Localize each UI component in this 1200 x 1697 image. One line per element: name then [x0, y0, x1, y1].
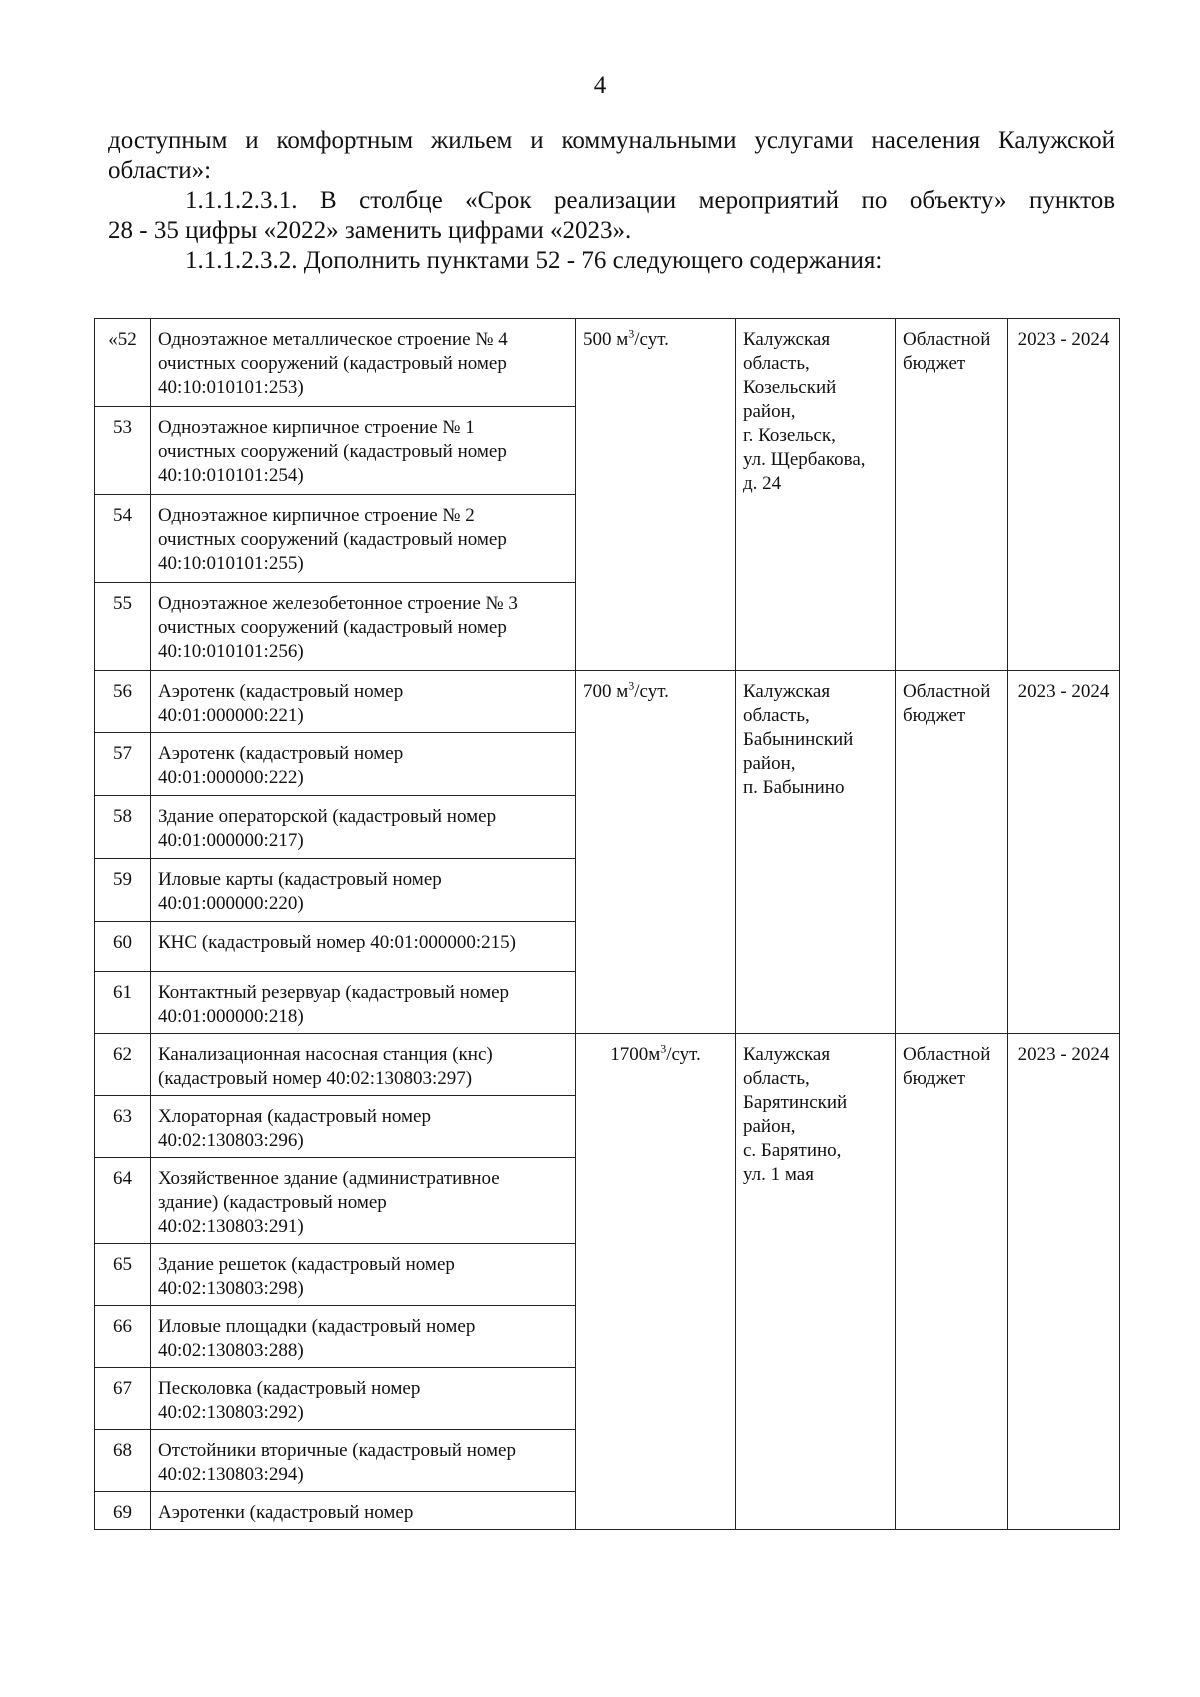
- page-number: 4: [593, 72, 607, 99]
- row-number: 66: [95, 1306, 151, 1368]
- object-name: [151, 1034, 576, 1096]
- object-name-line: 40:02:130803:298): [158, 1278, 304, 1299]
- location-line: ул. Щербакова,: [743, 449, 866, 470]
- object-name-line: (кадастровый номер 40:02:130803:297): [158, 1068, 473, 1089]
- object-name-line: очистных сооружений (кадастровый номер: [158, 441, 507, 462]
- object-name-line: 40:01:000000:218): [158, 1006, 304, 1027]
- object-name-line: 40:02:130803:292): [158, 1402, 304, 1423]
- location-line: Калужская: [743, 1044, 831, 1065]
- location-line: область,: [743, 1068, 810, 1089]
- object-name-line: 40:02:130803:288): [158, 1340, 304, 1361]
- object-name: [151, 859, 576, 922]
- object-name: [151, 1096, 576, 1158]
- row-number: «52: [95, 319, 151, 407]
- object-name-line: Иловые карты (кадастровый номер: [158, 869, 442, 890]
- object-name-line: Хозяйственное здание (административное: [158, 1168, 500, 1189]
- object-name-line: 40:02:130803:291): [158, 1216, 304, 1237]
- table-row: [95, 671, 1120, 733]
- row-number: 58: [95, 796, 151, 859]
- row-number: 61: [95, 972, 151, 1034]
- capacity-superscript: 3: [628, 678, 635, 693]
- object-name-line: Одноэтажное железобетонное строение № 3: [158, 593, 518, 614]
- funding-source-line: Областной: [903, 1044, 991, 1065]
- location-cell: [736, 319, 896, 671]
- funding-source-line: Областной: [903, 681, 991, 702]
- object-name: [151, 319, 576, 407]
- objects-table: [94, 318, 1120, 1530]
- object-name-line: здание) (кадастровый номер: [158, 1192, 387, 1213]
- object-name-line: Одноэтажное кирпичное строение № 2: [158, 505, 475, 526]
- table-row: [95, 319, 1120, 407]
- location-line: область,: [743, 705, 810, 726]
- object-name-line: 40:10:010101:253): [158, 377, 304, 398]
- implementation-period-cell: 2023 - 2024: [1008, 1034, 1120, 1530]
- row-number: 55: [95, 583, 151, 671]
- location-line: Калужская: [743, 681, 831, 702]
- row-number: 57: [95, 733, 151, 796]
- row-number: 59: [95, 859, 151, 922]
- object-name: [151, 733, 576, 796]
- object-name-line: 40:10:010101:256): [158, 641, 304, 662]
- paragraph-3: 1.1.1.2.3.2. Дополнить пунктами 52 - 76 следующего содержания:: [185, 247, 883, 274]
- capacity-value: 700 м: [583, 681, 629, 702]
- object-name-line: Отстойники вторичные (кадастровый номер: [158, 1440, 516, 1461]
- object-name-line: 40:01:000000:221): [158, 705, 304, 726]
- location-line: г. Козельск,: [743, 425, 836, 446]
- object-name-line: 40:10:010101:255): [158, 553, 304, 574]
- intro-line-1: доступным и комфортным жильем и коммунальными услугами населения Калужской: [108, 127, 1115, 154]
- object-name: [151, 583, 576, 671]
- object-name: [151, 922, 576, 972]
- row-number: 69: [95, 1492, 151, 1530]
- object-name-line: 40:02:130803:294): [158, 1464, 304, 1485]
- row-number: 53: [95, 407, 151, 495]
- location-line: Козельский: [743, 377, 837, 398]
- intro-line-2: области»:: [108, 157, 212, 184]
- implementation-period-cell: 2023 - 2024: [1008, 319, 1120, 671]
- location-line: ул. 1 мая: [743, 1164, 814, 1185]
- object-name-line: Контактный резервуар (кадастровый номер: [158, 982, 510, 1003]
- location-cell: [736, 671, 896, 1034]
- object-name-line: Иловые площадки (кадастровый номер: [158, 1316, 476, 1337]
- funding-source-line: бюджет: [903, 353, 966, 374]
- object-name: [151, 1430, 576, 1492]
- object-name-line: Хлораторная (кадастровый номер: [158, 1106, 431, 1127]
- capacity-unit: /сут.: [634, 329, 669, 350]
- object-name-line: 40:01:000000:220): [158, 893, 304, 914]
- location-line: район,: [743, 401, 796, 422]
- capacity-unit: /сут.: [666, 1044, 701, 1065]
- row-number: 62: [95, 1034, 151, 1096]
- paragraph-2-line-1: 1.1.1.2.3.1. В столбце «Срок реализации мероприятий по объекту» пунктов: [185, 187, 1115, 214]
- object-name: [151, 495, 576, 583]
- location-line: Бабынинский: [743, 729, 854, 750]
- object-name-line: 40:01:000000:222): [158, 767, 304, 788]
- object-name: [151, 796, 576, 859]
- capacity-cell: [576, 1034, 736, 1530]
- object-name-line: Аэротенк (кадастровый номер: [158, 743, 404, 764]
- object-name: [151, 1158, 576, 1244]
- row-number: 56: [95, 671, 151, 733]
- funding-source-line: бюджет: [903, 705, 966, 726]
- object-name-line: Одноэтажное кирпичное строение № 1: [158, 417, 475, 438]
- object-name-line: Здание операторской (кадастровый номер: [158, 806, 497, 827]
- funding-source-line: бюджет: [903, 1068, 966, 1089]
- location-line: область,: [743, 353, 810, 374]
- object-name: [151, 1368, 576, 1430]
- object-name-line: КНС (кадастровый номер 40:01:000000:215): [158, 932, 516, 953]
- table-row: [95, 1034, 1120, 1096]
- object-name: [151, 1244, 576, 1306]
- capacity-unit: /сут.: [634, 681, 669, 702]
- location-line: п. Бабынино: [743, 777, 845, 798]
- object-name: [151, 1306, 576, 1368]
- object-name-line: 40:10:010101:254): [158, 465, 304, 486]
- capacity-cell: [576, 319, 736, 671]
- row-number: 63: [95, 1096, 151, 1158]
- object-name-line: Канализационная насосная станция (кнс): [158, 1044, 493, 1065]
- object-name-line: Одноэтажное металлическое строение № 4: [158, 329, 508, 350]
- location-cell: [736, 1034, 896, 1530]
- object-name-line: Аэротенк (кадастровый номер: [158, 681, 404, 702]
- funding-source-cell: [896, 319, 1008, 671]
- object-name-line: очистных сооружений (кадастровый номер: [158, 353, 507, 374]
- funding-source-line: Областной: [903, 329, 991, 350]
- capacity-superscript: 3: [660, 1041, 667, 1056]
- object-name: [151, 671, 576, 733]
- object-name: [151, 1492, 576, 1530]
- funding-source-cell: [896, 671, 1008, 1034]
- paragraph-2-line-2: 28 - 35 цифры «2022» заменить цифрами «2023».: [108, 217, 632, 244]
- location-line: Барятинский: [743, 1092, 848, 1113]
- location-line: д. 24: [743, 473, 782, 494]
- location-line: район,: [743, 1116, 796, 1137]
- row-number: 65: [95, 1244, 151, 1306]
- capacity-superscript: 3: [628, 326, 635, 341]
- object-name: [151, 407, 576, 495]
- object-name: [151, 972, 576, 1034]
- object-name-line: Аэротенки (кадастровый номер: [158, 1502, 414, 1523]
- object-name-line: Здание решеток (кадастровый номер: [158, 1254, 455, 1275]
- object-name-line: Песколовка (кадастровый номер: [158, 1378, 421, 1399]
- location-line: район,: [743, 753, 796, 774]
- row-number: 64: [95, 1158, 151, 1244]
- object-name-line: 40:01:000000:217): [158, 830, 304, 851]
- object-name-line: очистных сооружений (кадастровый номер: [158, 529, 507, 550]
- location-line: Калужская: [743, 329, 831, 350]
- funding-source-cell: [896, 1034, 1008, 1530]
- row-number: 67: [95, 1368, 151, 1430]
- capacity-cell: [576, 671, 736, 1034]
- row-number: 60: [95, 922, 151, 972]
- row-number: 54: [95, 495, 151, 583]
- object-name-line: 40:02:130803:296): [158, 1130, 304, 1151]
- capacity-value: 500 м: [583, 329, 629, 350]
- object-name-line: очистных сооружений (кадастровый номер: [158, 617, 507, 638]
- row-number: 68: [95, 1430, 151, 1492]
- capacity-value: 1700м: [610, 1044, 661, 1065]
- location-line: с. Барятино,: [743, 1140, 842, 1161]
- implementation-period-cell: 2023 - 2024: [1008, 671, 1120, 1034]
